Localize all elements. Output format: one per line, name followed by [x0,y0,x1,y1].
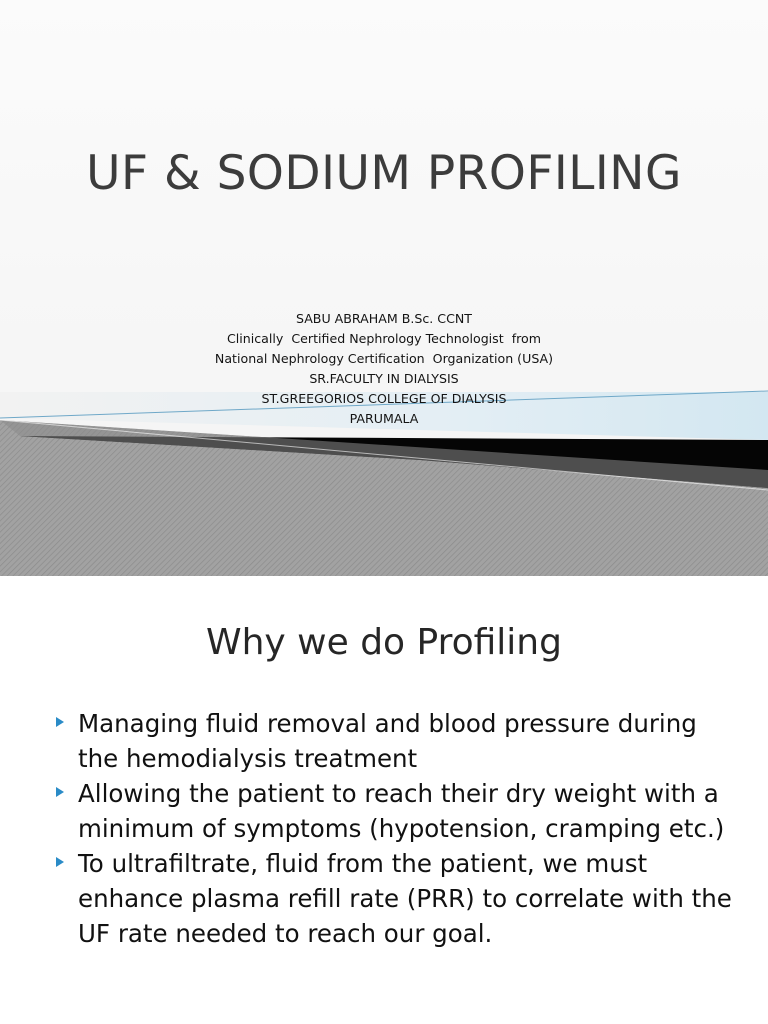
slide-heading: Why we do Profiling [206,622,562,663]
bullet-list [54,706,744,951]
list-item [54,846,744,951]
triangle-right-icon [56,787,64,797]
author-line-organization: National Nephrology Certification Organization (USA) [214,351,554,366]
content-slide [0,576,768,1024]
triangle-right-icon [56,717,64,727]
author-line-name: SABU ABRAHAM B.Sc. CCNT [295,311,473,326]
list-item [54,776,744,846]
slide-title: UF & SODIUM PROFILING [86,146,682,201]
triangle-right-icon [56,857,64,867]
author-info [0,309,768,429]
author-line-position: SR.FACULTY IN DIALYSIS [309,371,459,386]
author-line-college: ST.GREEGORIOS COLLEGE OF DIALYSIS [261,391,507,406]
bullet-text: To ultrafiltrate, fluid from the patient, we must enhance plasma refill rate (PRR) to correlate with the UF rate needed to reach our goal. [78,849,732,948]
bullet-text: Allowing the patient to reach their dry weight with a minimum of symptoms (hypotension, cramping etc.) [78,779,725,843]
list-item [54,706,744,776]
author-line-location: PARUMALA [349,411,419,426]
author-line-certification: Clinically Certified Nephrology Technologist from [226,331,541,346]
bullet-text: Managing fluid removal and blood pressure during the hemodialysis treatment [78,709,697,773]
